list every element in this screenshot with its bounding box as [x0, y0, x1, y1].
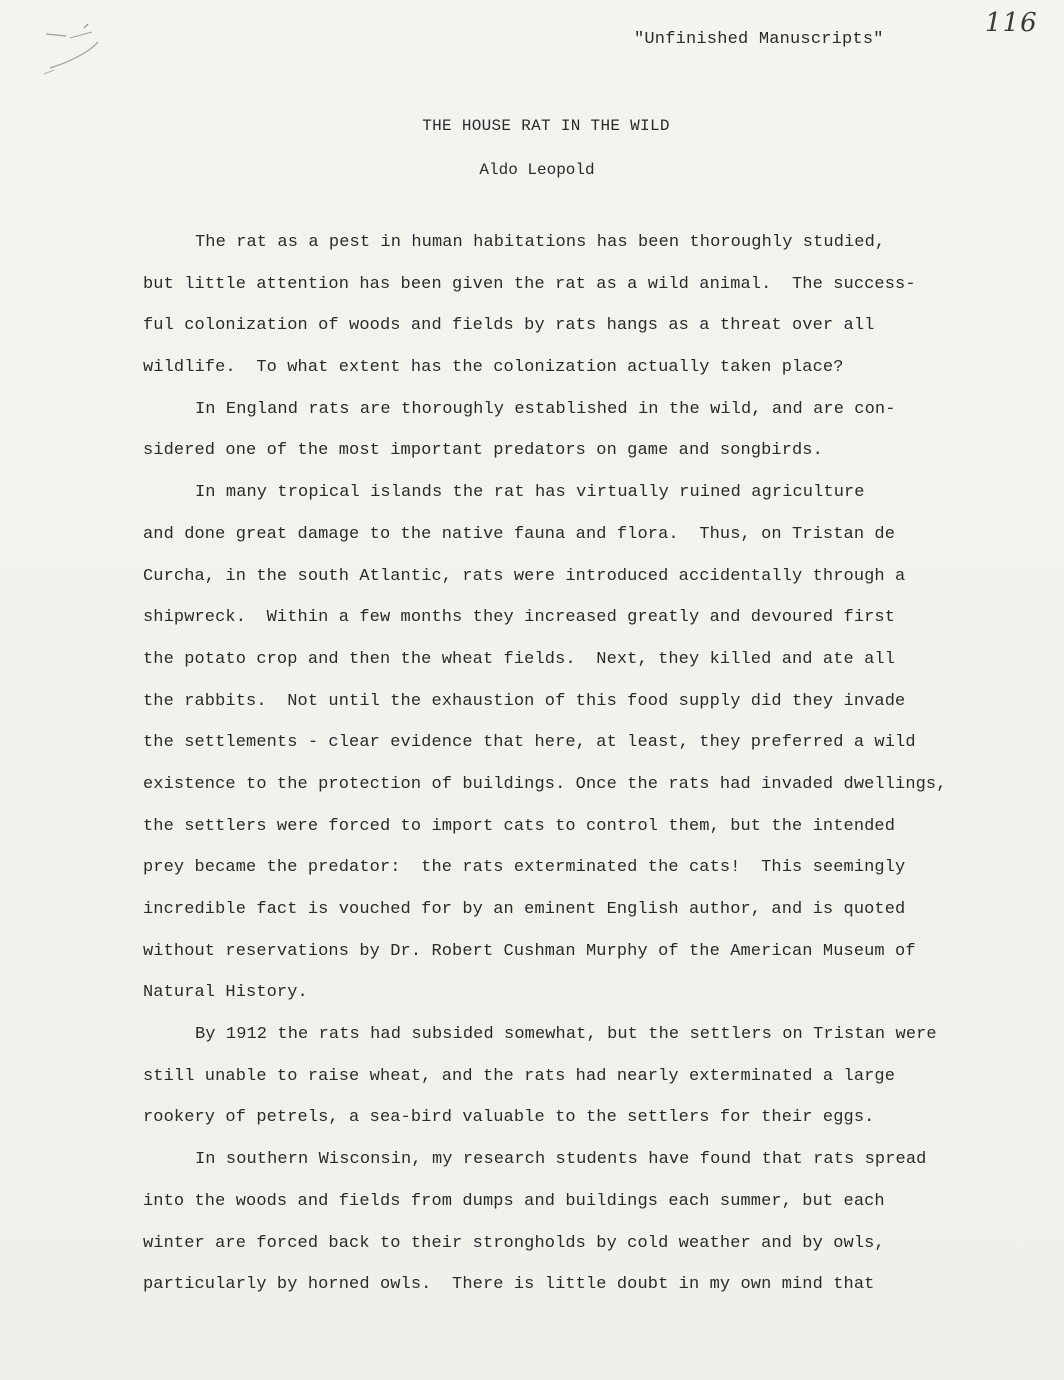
document-author: Aldo Leopold: [479, 161, 595, 179]
text-line: In many tropical islands the rat has virtually ruined agriculture: [195, 483, 865, 503]
text-line: By 1912 the rats had subsided somewhat, but the settlers on Tristan were: [195, 1025, 937, 1045]
page-number: 116: [985, 8, 1038, 38]
text-line: but little attention has been given the rat as a wild animal. The success-: [143, 274, 916, 294]
text-line: into the woods and fields from dumps and buildings each summer, but each: [143, 1191, 885, 1211]
text-line: sidered one of the most important predators on game and songbirds.: [143, 441, 823, 461]
document-title: THE HOUSE RAT IN THE WILD: [422, 117, 670, 135]
text-line: prey became the predator: the rats exterminated the cats! This seemingly: [143, 858, 906, 878]
text-line: particularly by horned owls. There is little doubt in my own mind that: [143, 1275, 875, 1295]
text-line: without reservations by Dr. Robert Cushman Murphy of the American Museum of: [143, 941, 916, 961]
text-line: still unable to raise wheat, and the rats had nearly exterminated a large: [143, 1066, 896, 1086]
text-line: ful colonization of woods and fields by rats hangs as a threat over all: [143, 316, 875, 336]
text-line: shipwreck. Within a few months they increased greatly and devoured first: [143, 608, 896, 628]
body-text: [143, 222, 1023, 1306]
text-line: the rabbits. Not until the exhaustion of this food supply did they invade: [143, 691, 906, 711]
text-line: and done great damage to the native fauna and flora. Thus, on Tristan de: [143, 524, 896, 544]
text-line: Natural History.: [143, 983, 308, 1003]
text-line: In England rats are thoroughly established in the wild, and are con-: [195, 399, 896, 419]
text-line: The rat as a pest in human habitations has been thoroughly studied,: [195, 233, 886, 252]
text-line: incredible fact is vouched for by an eminent English author, and is quoted: [143, 900, 906, 919]
series-title: "Unfinished Manuscripts": [634, 30, 884, 49]
text-line: winter are forced back to their strongholds by cold weather and by owls,: [143, 1233, 885, 1253]
text-line: the settlements - clear evidence that here, at least, they preferred a wild: [143, 733, 916, 753]
pencil-mark-icon: [40, 22, 110, 78]
text-line: existence to the protection of buildings. Once the rats had invaded dwellings,: [143, 774, 947, 794]
text-line: wildlife. To what extent has the colonization actually taken place?: [143, 358, 844, 378]
text-line: In southern Wisconsin, my research students have found that rats spread: [195, 1150, 927, 1170]
text-line: Curcha, in the south Atlantic, rats were introduced accidentally through a: [143, 566, 906, 586]
text-line: the settlers were forced to import cats to control them, but the intended: [143, 816, 896, 836]
text-line: the potato crop and then the wheat fields. Next, they killed and ate all: [143, 649, 896, 669]
text-line: rookery of petrels, a sea-bird valuable to the settlers for their eggs.: [143, 1108, 875, 1128]
